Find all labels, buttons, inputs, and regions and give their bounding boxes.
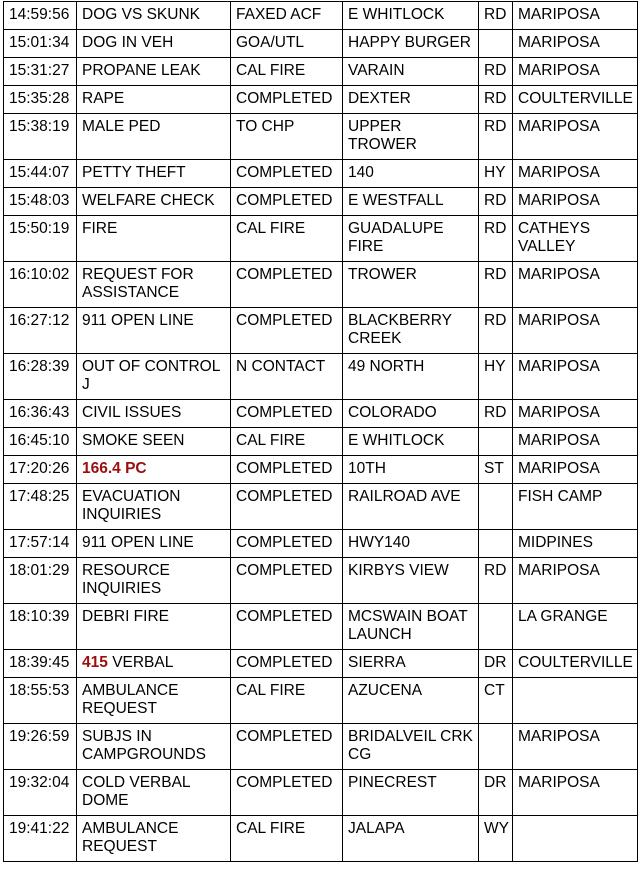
event-type: CIVIL ISSUES <box>82 404 182 421</box>
event-type: AMBULANCE REQUEST <box>82 682 179 717</box>
city-cell: MARIPOSA <box>513 188 638 216</box>
event-cell <box>77 160 231 188</box>
event-type: 911 OPEN LINE <box>82 312 194 329</box>
street-suffix-cell: RD <box>479 400 513 428</box>
event-cell <box>77 770 231 816</box>
street-cell: BRIDALVEIL CRK CG <box>343 724 479 770</box>
street-suffix-cell: RD <box>479 58 513 86</box>
table-row <box>4 604 638 650</box>
disposition-cell: GOA/UTL <box>231 30 343 58</box>
street-cell: KIRBYS VIEW <box>343 558 479 604</box>
disposition-cell: COMPLETED <box>231 456 343 484</box>
event-type: AMBULANCE REQUEST <box>82 820 179 855</box>
event-cell <box>77 650 231 678</box>
event-type: RAPE <box>82 90 125 107</box>
time-cell: 18:10:39 <box>4 604 77 650</box>
table-row <box>4 770 638 816</box>
time-cell: 16:36:43 <box>4 400 77 428</box>
disposition-cell: CAL FIRE <box>231 428 343 456</box>
street-suffix-cell <box>479 724 513 770</box>
disposition-cell: COMPLETED <box>231 308 343 354</box>
city-cell: FISH CAMP <box>513 484 638 530</box>
street-cell: VARAIN <box>343 58 479 86</box>
street-cell: PINECREST <box>343 770 479 816</box>
street-cell: 140 <box>343 160 479 188</box>
city-cell: MARIPOSA <box>513 428 638 456</box>
event-cell <box>77 530 231 558</box>
event-cell <box>77 604 231 650</box>
event-type: WELFARE CHECK <box>82 192 215 209</box>
time-cell: 15:35:28 <box>4 86 77 114</box>
table-row <box>4 354 638 400</box>
event-cell <box>77 484 231 530</box>
time-cell: 15:01:34 <box>4 30 77 58</box>
penal-code: 166.4 PC <box>82 460 147 477</box>
street-suffix-cell: DR <box>479 770 513 816</box>
city-cell: MARIPOSA <box>513 558 638 604</box>
city-cell: MARIPOSA <box>513 58 638 86</box>
event-cell <box>77 114 231 160</box>
disposition-cell: CAL FIRE <box>231 678 343 724</box>
event-type: DOG IN VEH <box>82 34 174 51</box>
time-cell: 17:48:25 <box>4 484 77 530</box>
time-cell: 16:27:12 <box>4 308 77 354</box>
event-type: EVACUATION INQUIRIES <box>82 488 181 523</box>
street-cell: HAPPY BURGER <box>343 30 479 58</box>
disposition-cell: CAL FIRE <box>231 216 343 262</box>
street-cell: RAILROAD AVE <box>343 484 479 530</box>
time-cell: 16:28:39 <box>4 354 77 400</box>
time-cell: 15:50:19 <box>4 216 77 262</box>
time-cell: 14:59:56 <box>4 2 77 30</box>
event-cell <box>77 30 231 58</box>
city-cell: LA GRANGE <box>513 604 638 650</box>
city-cell: MARIPOSA <box>513 770 638 816</box>
disposition-cell: TO CHP <box>231 114 343 160</box>
event-cell <box>77 400 231 428</box>
disposition-cell: COMPLETED <box>231 530 343 558</box>
street-suffix-cell: CT <box>479 678 513 724</box>
disposition-cell: COMPLETED <box>231 484 343 530</box>
street-suffix-cell: HY <box>479 354 513 400</box>
street-suffix-cell: RD <box>479 308 513 354</box>
table-row <box>4 816 638 862</box>
event-type: SMOKE SEEN <box>82 432 185 449</box>
call-log-table <box>3 1 638 862</box>
table-row <box>4 484 638 530</box>
event-cell <box>77 86 231 114</box>
time-cell: 18:01:29 <box>4 558 77 604</box>
city-cell: COULTERVILLE <box>513 86 638 114</box>
event-type: VERBAL <box>112 654 174 671</box>
event-cell <box>77 816 231 862</box>
table-row <box>4 30 638 58</box>
disposition-cell: COMPLETED <box>231 604 343 650</box>
event-cell <box>77 2 231 30</box>
disposition-cell: COMPLETED <box>231 650 343 678</box>
city-cell: MARIPOSA <box>513 456 638 484</box>
table-row <box>4 456 638 484</box>
city-cell: COULTERVILLE <box>513 650 638 678</box>
city-cell: MARIPOSA <box>513 262 638 308</box>
street-suffix-cell: ST <box>479 456 513 484</box>
time-cell: 17:57:14 <box>4 530 77 558</box>
street-suffix-cell: RD <box>479 216 513 262</box>
street-suffix-cell: RD <box>479 114 513 160</box>
disposition-cell: COMPLETED <box>231 724 343 770</box>
street-cell: HWY140 <box>343 530 479 558</box>
city-cell: MARIPOSA <box>513 308 638 354</box>
time-cell: 19:32:04 <box>4 770 77 816</box>
disposition-cell: COMPLETED <box>231 86 343 114</box>
event-type: 911 OPEN LINE <box>82 534 194 551</box>
street-cell: E WHITLOCK <box>343 428 479 456</box>
penal-code: 415 <box>82 654 108 671</box>
disposition-cell: COMPLETED <box>231 770 343 816</box>
event-cell <box>77 354 231 400</box>
street-suffix-cell: DR <box>479 650 513 678</box>
table-row <box>4 2 638 30</box>
table-row <box>4 86 638 114</box>
event-type: PROPANE LEAK <box>82 62 201 79</box>
time-cell: 15:31:27 <box>4 58 77 86</box>
table-row <box>4 650 638 678</box>
table-row <box>4 114 638 160</box>
event-cell <box>77 724 231 770</box>
street-suffix-cell: HY <box>479 160 513 188</box>
city-cell: MARIPOSA <box>513 400 638 428</box>
table-row <box>4 530 638 558</box>
table-row <box>4 58 638 86</box>
event-cell <box>77 262 231 308</box>
street-cell: E WHITLOCK <box>343 2 479 30</box>
time-cell: 17:20:26 <box>4 456 77 484</box>
city-cell <box>513 816 638 862</box>
call-log-body <box>4 2 638 862</box>
table-row <box>4 678 638 724</box>
table-row <box>4 308 638 354</box>
disposition-cell: COMPLETED <box>231 262 343 308</box>
event-type: OUT OF CONTROL J <box>82 358 220 393</box>
street-cell: BLACKBERRY CREEK <box>343 308 479 354</box>
street-cell: DEXTER <box>343 86 479 114</box>
street-cell: E WESTFALL <box>343 188 479 216</box>
time-cell: 19:26:59 <box>4 724 77 770</box>
city-cell: MARIPOSA <box>513 2 638 30</box>
disposition-cell: COMPLETED <box>231 400 343 428</box>
event-type: RESOURCE INQUIRIES <box>82 562 170 597</box>
event-cell <box>77 558 231 604</box>
event-type: SUBJS IN CAMPGROUNDS <box>82 728 207 763</box>
event-cell <box>77 456 231 484</box>
street-cell: COLORADO <box>343 400 479 428</box>
street-suffix-cell <box>479 484 513 530</box>
time-cell: 18:55:53 <box>4 678 77 724</box>
city-cell: MIDPINES <box>513 530 638 558</box>
event-type: REQUEST FOR ASSISTANCE <box>82 266 194 301</box>
event-type: FIRE <box>82 220 118 237</box>
street-cell: 49 NORTH <box>343 354 479 400</box>
table-row <box>4 262 638 308</box>
time-cell: 16:45:10 <box>4 428 77 456</box>
street-suffix-cell: WY <box>479 816 513 862</box>
event-type: PETTY THEFT <box>82 164 186 181</box>
event-cell <box>77 58 231 86</box>
disposition-cell: FAXED ACF <box>231 2 343 30</box>
time-cell: 16:10:02 <box>4 262 77 308</box>
street-cell: GUADALUPE FIRE <box>343 216 479 262</box>
event-type: MALE PED <box>82 118 161 135</box>
event-type: DEBRI FIRE <box>82 608 169 625</box>
street-cell: 10TH <box>343 456 479 484</box>
event-cell <box>77 678 231 724</box>
street-suffix-cell <box>479 30 513 58</box>
city-cell: MARIPOSA <box>513 160 638 188</box>
time-cell: 15:48:03 <box>4 188 77 216</box>
table-row <box>4 216 638 262</box>
street-suffix-cell: RD <box>479 188 513 216</box>
table-row <box>4 724 638 770</box>
street-suffix-cell <box>479 428 513 456</box>
street-suffix-cell: RD <box>479 558 513 604</box>
city-cell: CATHEYS VALLEY <box>513 216 638 262</box>
street-cell: UPPER TROWER <box>343 114 479 160</box>
time-cell: 15:38:19 <box>4 114 77 160</box>
city-cell <box>513 678 638 724</box>
disposition-cell: COMPLETED <box>231 188 343 216</box>
street-cell: JALAPA <box>343 816 479 862</box>
disposition-cell: CAL FIRE <box>231 58 343 86</box>
street-suffix-cell: RD <box>479 262 513 308</box>
event-cell <box>77 188 231 216</box>
city-cell: MARIPOSA <box>513 114 638 160</box>
street-suffix-cell: RD <box>479 2 513 30</box>
street-cell: TROWER <box>343 262 479 308</box>
street-cell: SIERRA <box>343 650 479 678</box>
time-cell: 18:39:45 <box>4 650 77 678</box>
table-row <box>4 428 638 456</box>
disposition-cell: COMPLETED <box>231 558 343 604</box>
time-cell: 19:41:22 <box>4 816 77 862</box>
event-cell <box>77 308 231 354</box>
street-cell: AZUCENA <box>343 678 479 724</box>
street-suffix-cell <box>479 604 513 650</box>
event-cell <box>77 428 231 456</box>
disposition-cell: N CONTACT <box>231 354 343 400</box>
city-cell: MARIPOSA <box>513 354 638 400</box>
table-row <box>4 188 638 216</box>
event-type: DOG VS SKUNK <box>82 6 200 23</box>
city-cell: MARIPOSA <box>513 724 638 770</box>
time-cell: 15:44:07 <box>4 160 77 188</box>
table-row <box>4 558 638 604</box>
table-row <box>4 400 638 428</box>
street-cell: MCSWAIN BOAT LAUNCH <box>343 604 479 650</box>
city-cell: MARIPOSA <box>513 30 638 58</box>
street-suffix-cell <box>479 530 513 558</box>
table-row <box>4 160 638 188</box>
disposition-cell: CAL FIRE <box>231 816 343 862</box>
event-cell <box>77 216 231 262</box>
street-suffix-cell: RD <box>479 86 513 114</box>
disposition-cell: COMPLETED <box>231 160 343 188</box>
event-type: COLD VERBAL DOME <box>82 774 190 809</box>
